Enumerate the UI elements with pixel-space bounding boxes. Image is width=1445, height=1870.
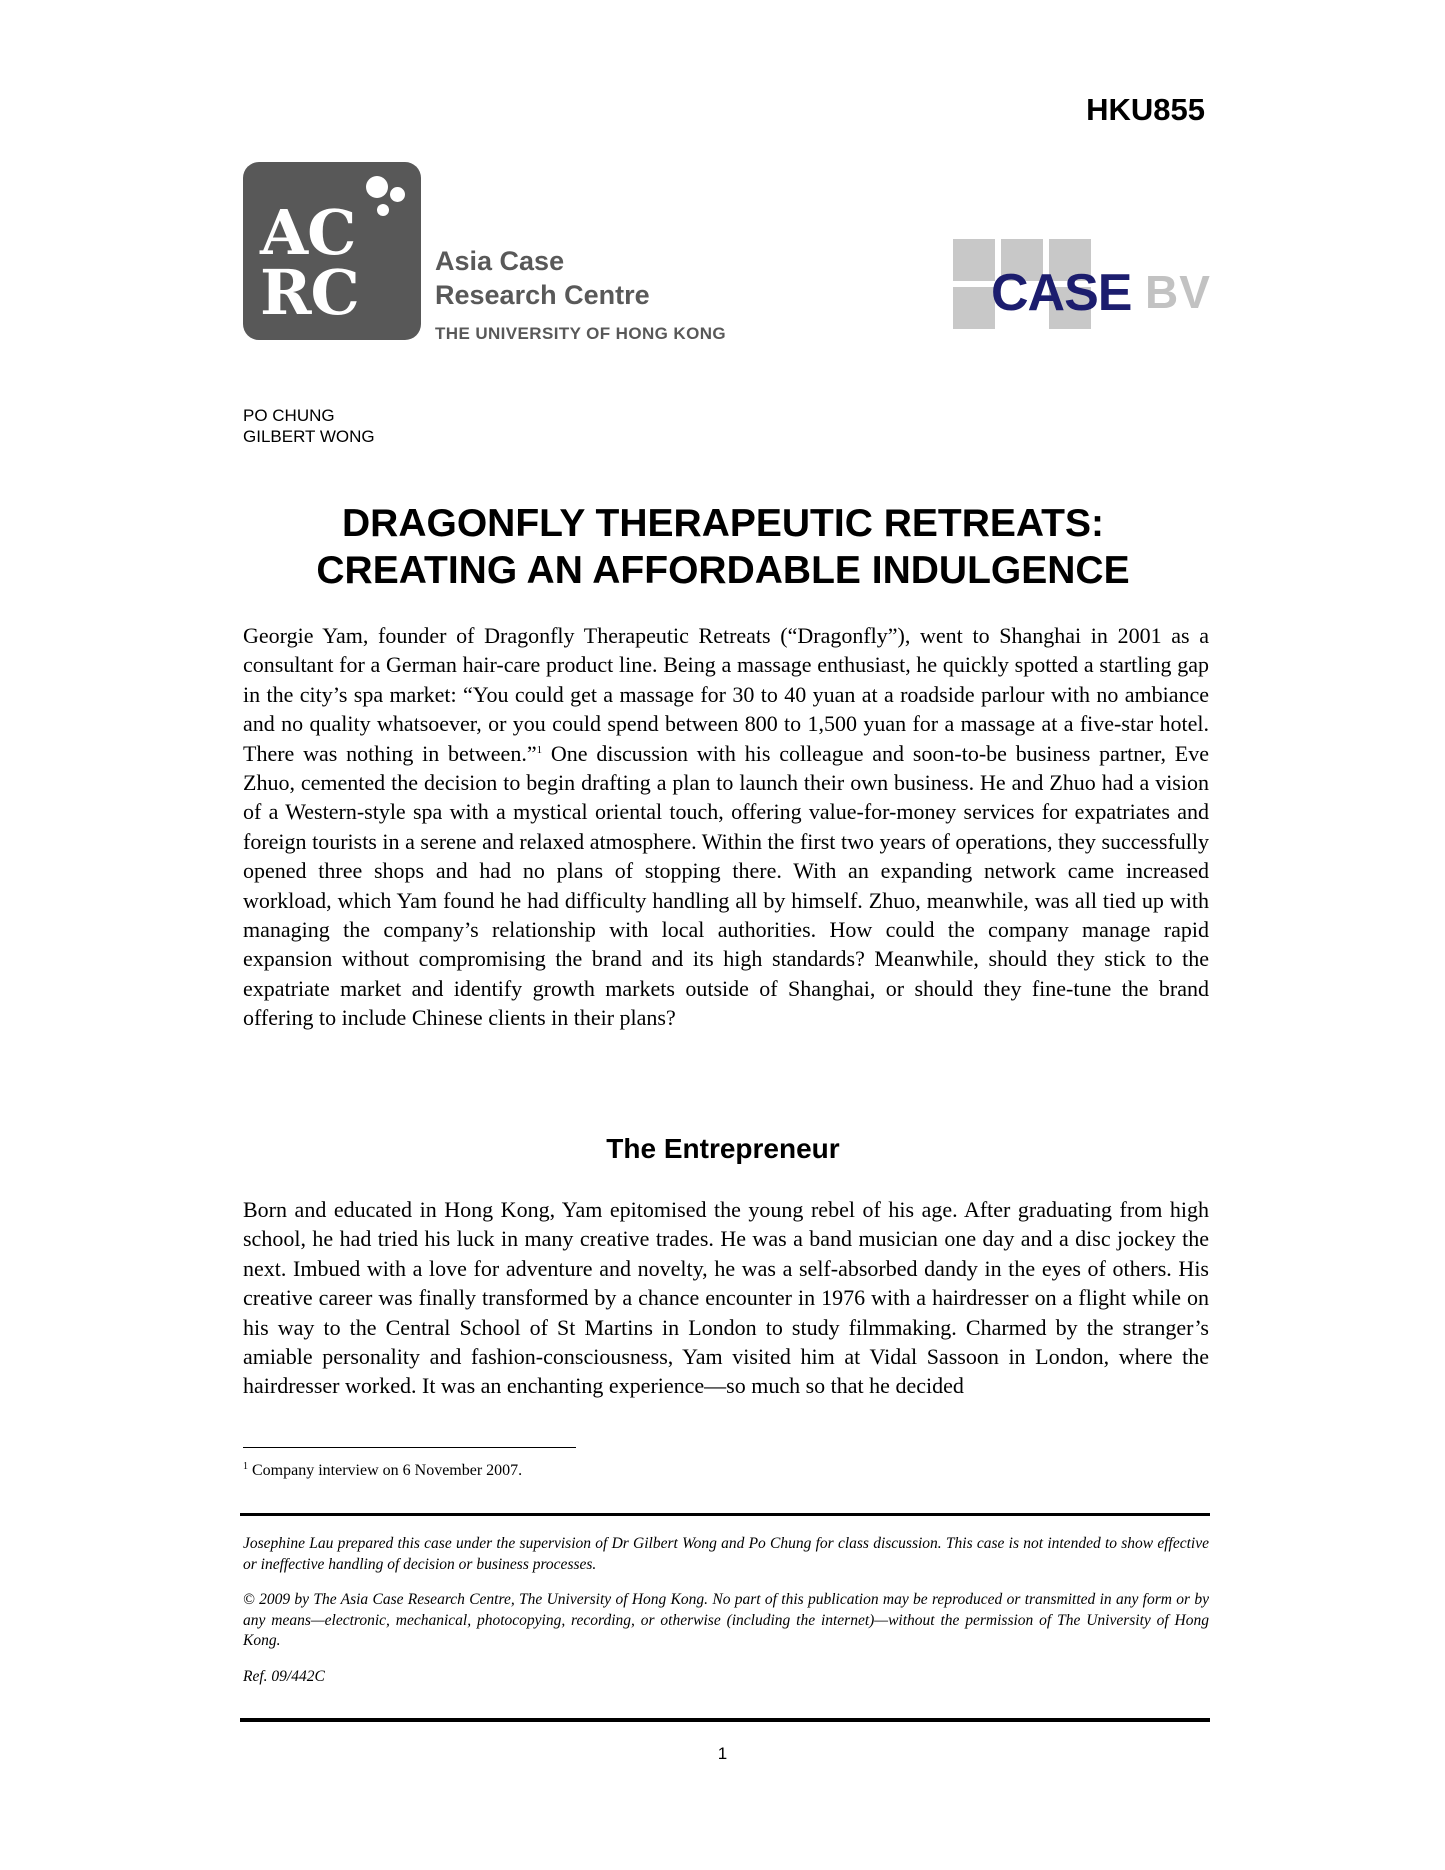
casebv-logo bbox=[953, 239, 1213, 339]
casebv-bv-text: BV bbox=[1145, 266, 1211, 318]
notes-bottom-rule bbox=[240, 1718, 1210, 1722]
acrc-university: THE UNIVERSITY OF HONG KONG bbox=[435, 324, 727, 343]
section-paragraph: Born and educated in Hong Kong, Yam epitomised the young rebel of his age. After graduating from high school, he had tried his luck in many creative trades. He was a band musician one day and a disc jockey the next. Imbued with a love for adventure and novelty, he was a self-absorbed dandy in the eyes of others. His creative career was finally transformed by a chance encounter in 1976 with a hairdresser on a flight while on his way to the Central School of St Martins in London to study filmmaking. Charmed by the stranger’s amiable personality and fashion-consciousness, Yam visited him at Vidal Sassoon in London, where the hairdresser worked. It was an enchanting experience—so much so that he decided bbox=[243, 1197, 1209, 1399]
footnote-rule bbox=[243, 1447, 576, 1448]
reference-number: Ref. 09/442C bbox=[243, 1668, 325, 1685]
acrc-letters-rc: RC bbox=[260, 256, 359, 329]
acrc-name-line2: Research Centre bbox=[435, 280, 650, 310]
intro-paragraph bbox=[243, 621, 1209, 1033]
intro-text-part1: Georgie Yam, founder of Dragonfly Therapeutic Retreats (“Dragonfly”), went to Shanghai in 2001 as a consultant for a German hair-care product line. Being a massage enthusiast, he quickly spotted a startling gap in the city’s spa market: “You could get a massage for 30 to 40 yuan at a roadside parlour with no ambiance and no quality whatsoever, or you could spend between 800 to 1,500 yuan for a massage at a five-star hotel. There was nothing in between.” bbox=[243, 623, 1209, 766]
title-line-1: DRAGONFLY THERAPEUTIC RETREATS: bbox=[342, 502, 1104, 545]
acrc-letters-ac: AC bbox=[260, 196, 356, 269]
author-name: PO CHUNG bbox=[243, 406, 335, 425]
document-title bbox=[243, 500, 1203, 594]
footnote-ref: 1 bbox=[536, 743, 543, 756]
intro-text-part2: One discussion with his colleague and soon-to-be business partner, Eve Zhuo, cemented the decision to begin drafting a plan to launch their own business. He and Zhuo had a vision of a Western-style spa with a mystical oriental touch, offering value-for-money services for expatriates and foreign tourists in a serene and relaxed atmosphere. Within the first two years of operations, they successfully opened three shops and had no plans of stopping there. With an expanding network came increased workload, which Yam found he had difficulty handling all by himself. Zhuo, meanwhile, was all tied up with managing the company’s relationship with local authorities. How could the company manage rapid expansion without compromising the brand and its high standards? Meanwhile, should they stick to the expatriate market and identify growth markets outside of Shanghai, or should they fine-tune the brand offering to include Chinese clients in their plans? bbox=[243, 740, 1209, 1031]
footnote bbox=[243, 1462, 522, 1480]
casebv-case-text: CASE bbox=[991, 264, 1132, 322]
acrc-logo bbox=[243, 162, 743, 352]
footnote-text: Company interview on 6 November 2007. bbox=[248, 1462, 523, 1479]
notes-top-rule bbox=[240, 1513, 1210, 1516]
preparation-note: Josephine Lau prepared this case under the supervision of Dr Gilbert Wong and Po Chung for class discussion. This case is not intended to show effective or ineffective handling of decision or business processes. bbox=[243, 1535, 1209, 1573]
copyright-note: © 2009 by The Asia Case Research Centre, The University of Hong Kong. No part of this publication may be reproduced or transmitted in any form or by any means—electronic, mechanical, photocopying, recording, or otherwise (including the internet)—without the permission of The University of Hong Kong. bbox=[243, 1591, 1209, 1649]
author-name: GILBERT WONG bbox=[243, 427, 375, 446]
section-heading: The Entrepreneur bbox=[606, 1133, 840, 1164]
page-number: 1 bbox=[717, 1744, 728, 1763]
footnote-number: 1 bbox=[243, 1461, 248, 1472]
author-list bbox=[243, 405, 375, 447]
acrc-name-line1: Asia Case bbox=[435, 246, 565, 276]
case-code: HKU855 bbox=[1086, 92, 1205, 127]
title-line-2: CREATING AN AFFORDABLE INDULGENCE bbox=[316, 549, 1130, 592]
acrc-logo-box bbox=[243, 162, 421, 340]
